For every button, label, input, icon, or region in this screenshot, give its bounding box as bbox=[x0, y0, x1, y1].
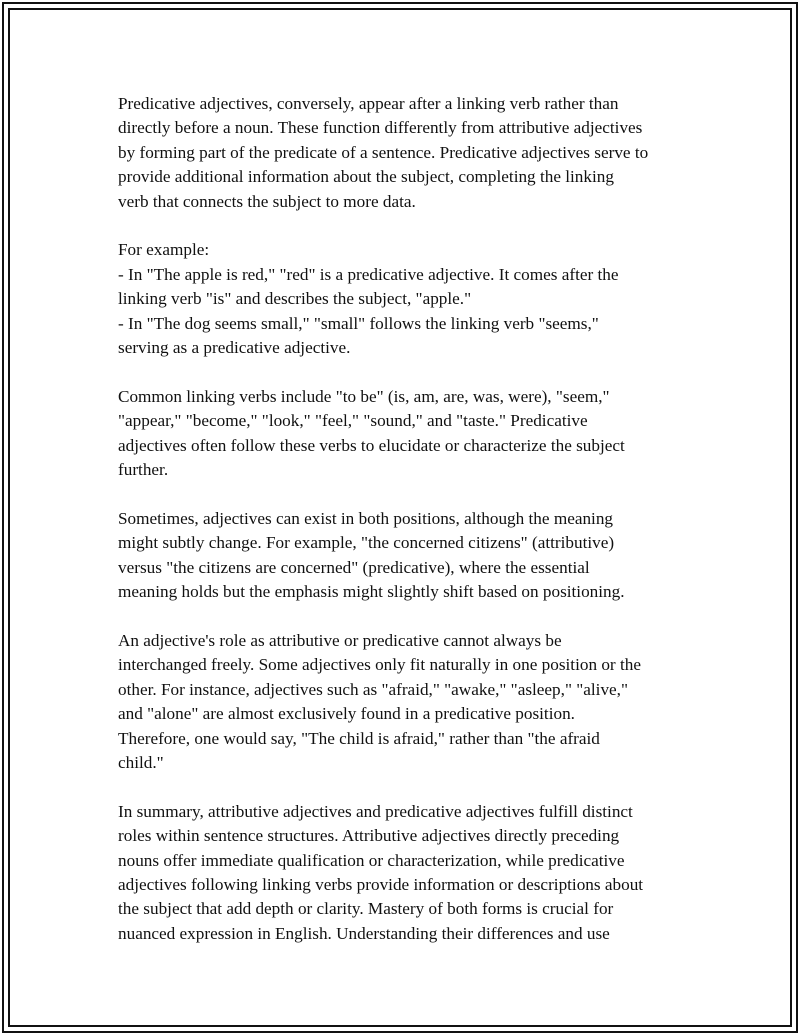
paragraph-both-positions: Sometimes, adjectives can exist in both positions, although the meaning might subtly change. For example, "the concerned citizens" (attributive) versus "the citizens are concerned" (predicative), where the essential meaning holds but the emphasis might slightly shift based on positioning. bbox=[118, 508, 625, 602]
paragraph-interchangeability: An adjective's role as attributive or predicative cannot always be interchanged freely. Some adjectives only fit naturally in one position or the other. For instance, adjectives such as "afraid," "awake," "asleep," "alive," and "alone" are almost exclusively found in a predicative position. Therefore, one would say, "The child is afraid," rather than "the afraid child." bbox=[118, 630, 641, 772]
paragraph-predicative-definition: Predicative adjectives, conversely, appear after a linking verb rather than directly before a noun. These function differently from attributive adjectives by forming part of the predicate of a sentence. Predicative adjectives serve to provide additional information about the subject, completing the linking verb that connects the subject to more data. bbox=[118, 94, 649, 211]
paragraph-summary: In summary, attributive adjectives and predicative adjectives fulfill distinct roles within sentence structures. Attributive adjectives directly preceding nouns offer immediate qualification or characterization, while predicative adjectives following linking verbs provide information or descriptions about the subject that add depth or clarity. Mastery of both forms is crucial for nuanced expression in English. Understanding their differences and use bbox=[118, 801, 644, 943]
paragraph-examples: For example: - In "The apple is red," "red" is a predicative adjective. It comes after the linking verb "is" and describes the subject, "apple." - In "The dog seems small," "small" follows the linking verb "seems," serving as a predicative adjective. bbox=[118, 240, 619, 358]
paragraph-linking-verbs: Common linking verbs include "to be" (is, am, are, was, were), "seem," "appear," "become," "look," "feel," "sound," and "taste." Predicative adjectives often follow these verbs to elucidate or characterize the subject further. bbox=[118, 386, 625, 480]
document-body bbox=[118, 92, 698, 946]
